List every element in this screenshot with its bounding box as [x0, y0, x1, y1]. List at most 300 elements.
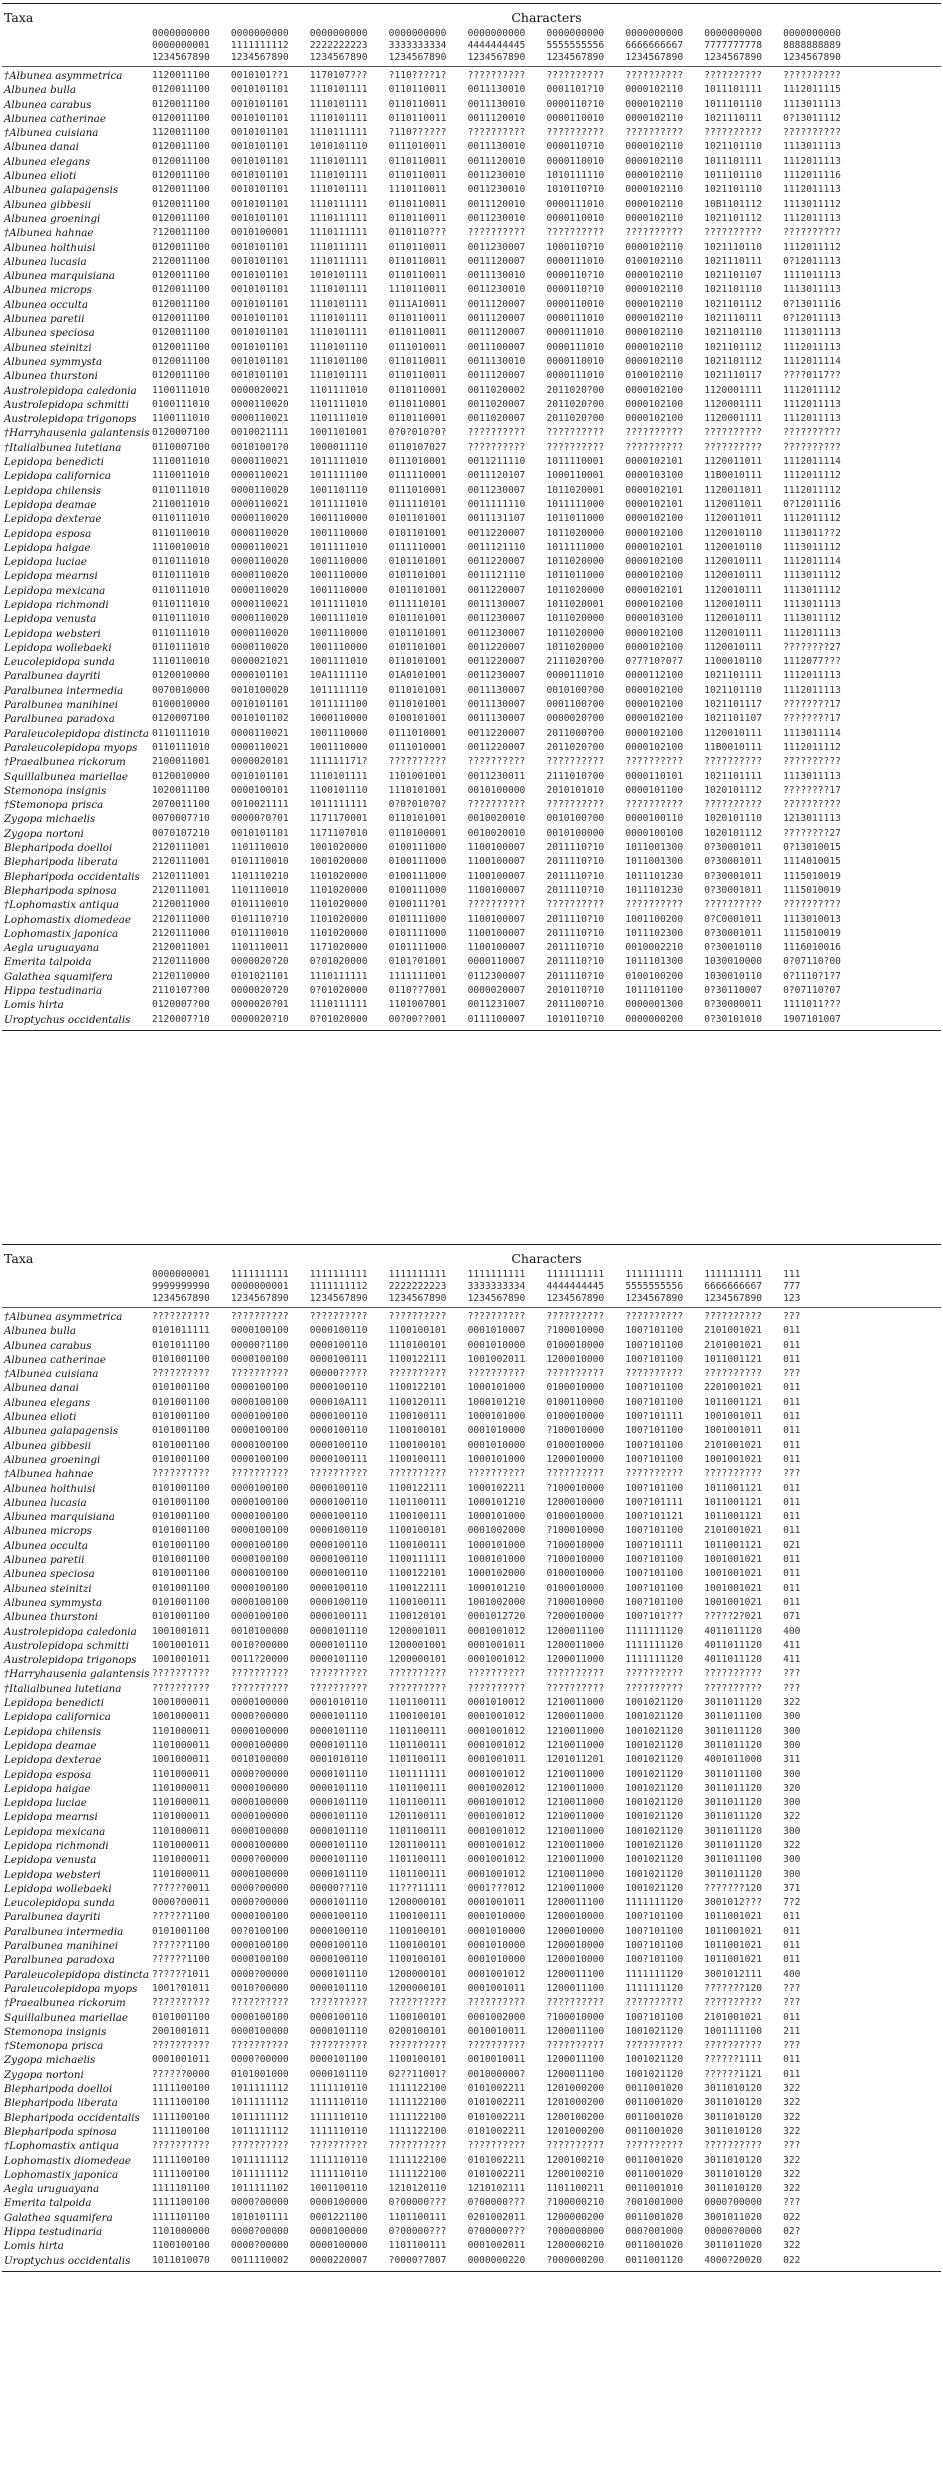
- character-state-block: 1200010000: [546, 1954, 605, 1966]
- table-row: [2, 569, 941, 583]
- character-states: [152, 1982, 862, 1996]
- characters-column-header: Characters: [511, 1251, 582, 1266]
- character-state-block: 11???11111: [388, 1882, 447, 1894]
- character-state-block: 0001001012: [467, 1839, 526, 1851]
- character-states: [152, 1596, 862, 1610]
- character-state-block: 2011110?10: [546, 842, 605, 854]
- character-state-block: 2111010?00: [546, 770, 605, 782]
- character-state-block: 1110101111: [309, 284, 368, 296]
- character-state-block: 1110101001: [388, 784, 447, 796]
- character-state-block: 1200010000: [546, 1453, 605, 1465]
- taxon-name: Albunea steinitzi: [4, 1582, 92, 1595]
- character-state-block: 1120011011: [704, 513, 762, 525]
- character-state-block: 1200011000: [546, 1654, 605, 1666]
- character-states: [152, 1553, 862, 1567]
- character-state-block: ??????????: [546, 756, 605, 768]
- character-states: [152, 812, 862, 826]
- character-state-block: 0101110010: [230, 927, 289, 939]
- character-state-block: 0?12011113: [783, 313, 841, 325]
- character-state-block: 0111010011: [388, 141, 447, 153]
- character-number-block: 1234567890: [467, 52, 526, 63]
- taxon-name: Lophomastix japonica: [4, 927, 119, 940]
- character-state-block: 1201000200: [546, 2125, 605, 2137]
- character-state-block: 0000102110: [625, 184, 684, 196]
- table-row: [2, 2196, 941, 2210]
- character-state-block: 1001002011: [467, 1353, 526, 1365]
- character-state-block: 0000110010: [546, 155, 605, 167]
- character-state-block: 0010020010: [467, 827, 526, 839]
- character-state-block: 1100122101: [388, 1382, 447, 1394]
- character-state-block: 1001110000: [309, 741, 368, 753]
- taxon-name: Austrolepidopa trigonops: [4, 1654, 137, 1667]
- character-state-block: 1011111010: [309, 598, 368, 610]
- character-state-block: 1100100101: [388, 2011, 447, 2023]
- table-row: [2, 541, 941, 555]
- character-state-block: 1113011113: [783, 327, 841, 339]
- taxon-name: †Harryhausenia galantensis: [4, 1668, 150, 1681]
- character-state-block: 1112011114: [783, 355, 841, 367]
- character-state-block: 0000100100: [230, 1582, 289, 1594]
- character-state-block: 011: [783, 1525, 801, 1537]
- character-states: [152, 1582, 862, 1596]
- taxon-name: Paralbunea manihinei: [4, 1940, 119, 1953]
- character-state-block: 411: [783, 1639, 801, 1651]
- character-state-block: ??????????: [783, 127, 841, 139]
- character-state-block: 1120011011: [704, 456, 762, 468]
- character-states: [152, 1539, 862, 1553]
- character-states: [152, 169, 862, 183]
- table-row: [2, 598, 941, 612]
- character-state-block: ??????????: [230, 1368, 289, 1380]
- character-state-block: 0101001100: [152, 1925, 210, 1937]
- table-row: [2, 1853, 941, 1867]
- character-state-block: 1120010111: [704, 641, 762, 653]
- character-state-block: 2120111000: [152, 927, 210, 939]
- character-state-block: 0100111?01: [388, 899, 447, 911]
- character-state-block: 10B1101112: [704, 198, 762, 210]
- character-number-block: 1234567890: [152, 1293, 210, 1304]
- character-state-block: 0000101100: [625, 784, 684, 796]
- character-state-block: 2011020?00: [546, 384, 605, 396]
- table-row: [2, 1710, 941, 1724]
- character-states: [152, 2082, 862, 2096]
- table-row: [2, 1524, 941, 1538]
- table-row: [2, 169, 941, 183]
- character-state-block: 0011230007: [467, 241, 526, 253]
- character-state-block: 2011110?10: [546, 942, 605, 954]
- character-state-block: ??????????: [152, 2140, 210, 2152]
- table-row: [2, 1725, 941, 1739]
- character-state-block: 0011120007: [467, 313, 526, 325]
- taxon-name: †Albunea asymmetrica: [4, 1311, 123, 1323]
- character-state-block: 0?30001011: [704, 842, 762, 854]
- character-state-block: 1101100111: [388, 1854, 447, 1866]
- character-state-block: 0000110?10: [546, 141, 605, 153]
- character-state-block: 0120011100: [152, 370, 210, 382]
- character-state-block: 322: [783, 2083, 801, 2095]
- character-states: [152, 255, 862, 269]
- character-states: [152, 1896, 862, 1910]
- table-row: [2, 1839, 941, 1853]
- character-state-block: 1021101110: [704, 284, 762, 296]
- character-state-block: 1100100007: [467, 856, 526, 868]
- character-state-block: 1010111110: [546, 170, 605, 182]
- character-state-block: 0010002210: [625, 942, 684, 954]
- character-state-block: 011: [783, 1382, 801, 1394]
- character-state-block: ??????????: [704, 1468, 762, 1480]
- character-states: [152, 1424, 862, 1438]
- character-state-block: 1001110000: [309, 627, 368, 639]
- character-state-block: 0?13011112: [783, 112, 841, 124]
- character-state-block: 1111122100: [388, 2111, 447, 2123]
- character-state-block: 1113011113: [783, 598, 841, 610]
- character-state-block: 1001021120: [625, 2025, 684, 2037]
- character-state-block: 100?101100: [625, 2011, 684, 2023]
- character-state-block: 1101110210: [230, 870, 289, 882]
- taxon-name: Blepharipoda doelloi: [4, 842, 113, 855]
- character-state-block: 0101111000: [388, 913, 447, 925]
- character-state-block: 0110111010: [152, 627, 210, 639]
- character-state-block: 1100100007: [467, 942, 526, 954]
- character-states: [152, 2239, 862, 2253]
- character-states: [152, 226, 862, 240]
- character-state-block: 0110110011: [388, 98, 447, 110]
- character-state-block: ??????????: [783, 441, 841, 453]
- character-state-block: 0000102110: [625, 341, 684, 353]
- character-state-block: 0120011100: [152, 98, 210, 110]
- character-number-row: [152, 40, 862, 52]
- character-state-block: 1101111010: [309, 413, 368, 425]
- character-state-block: 1120010111: [704, 613, 762, 625]
- table-row: [2, 812, 941, 826]
- character-state-block: 1120010111: [704, 598, 762, 610]
- character-state-block: 0010100?00: [546, 684, 605, 696]
- character-state-block: 1000011110: [309, 441, 368, 453]
- character-state-block: 011: [783, 1396, 801, 1408]
- character-state-block: ??????????: [546, 127, 605, 139]
- character-state-block: 1000101000: [467, 1453, 526, 1465]
- character-state-block: 1101020000: [309, 913, 368, 925]
- character-state-block: 3011010120: [704, 2111, 762, 2123]
- character-state-block: ??????????: [625, 70, 684, 81]
- character-state-block: 0101110010: [230, 899, 289, 911]
- character-states: [152, 1853, 862, 1867]
- character-state-block: 1101001001: [388, 770, 447, 782]
- character-state-block: ?100010000: [546, 1539, 605, 1551]
- character-state-block: 0110100001: [388, 827, 447, 839]
- character-state-block: 3011011120: [704, 1739, 762, 1751]
- character-state-block: 011: [783, 1554, 801, 1566]
- character-state-block: 1001021120: [625, 1768, 684, 1780]
- character-state-block: 0101101001: [388, 584, 447, 596]
- table-row: [2, 1982, 941, 1996]
- character-state-block: ?000000200: [546, 2254, 605, 2266]
- taxon-name: †Albunea cuisiana: [4, 1368, 99, 1381]
- character-state-block: 1101100111: [388, 1725, 447, 1737]
- character-state-block: 1110111111: [309, 970, 368, 982]
- character-number-block: 1234567890: [467, 1293, 526, 1304]
- table-row: [2, 2254, 941, 2268]
- table-row: [2, 827, 941, 841]
- character-state-block: 1011001300: [625, 856, 684, 868]
- character-state-block: 1100122101: [388, 1568, 447, 1580]
- character-state-block: 1001021120: [625, 1797, 684, 1809]
- character-state-block: 1100122111: [388, 1482, 447, 1494]
- character-state-block: 0011100007: [467, 341, 526, 353]
- character-state-block: 0101001100: [152, 1425, 210, 1437]
- table-row: [2, 140, 941, 154]
- character-state-block: 1001110000: [309, 570, 368, 582]
- character-state-block: 0000110?10: [546, 98, 605, 110]
- character-state-block: 0100010000: [546, 1382, 605, 1394]
- taxon-name: Paraleucolepidopa myops: [4, 741, 138, 754]
- character-state-block: 0000101110: [309, 1625, 368, 1637]
- character-state-block: 0000100100: [230, 1482, 289, 1494]
- table-row: [2, 612, 941, 626]
- taxon-name: Lepidopa haigae: [4, 1782, 91, 1795]
- character-state-block: 2011110?10: [546, 970, 605, 982]
- character-state-block: 0120007100: [152, 713, 210, 725]
- character-state-block: ??????????: [625, 441, 684, 453]
- character-state-block: 0120011100: [152, 270, 210, 282]
- character-state-block: 0111010011: [388, 341, 447, 353]
- character-state-block: 300: [783, 1711, 801, 1723]
- table-row: [2, 855, 941, 869]
- taxon-name: Lomis hirta: [4, 2240, 64, 2253]
- character-state-block: 0010021111: [230, 799, 289, 811]
- character-state-block: 1010101111: [309, 270, 368, 282]
- character-state-block: ??????1100: [152, 1954, 210, 1966]
- table-row: [2, 1939, 941, 1953]
- character-state-block: 1210102111: [467, 2183, 526, 2195]
- character-state-block: 011: [783, 1439, 801, 1451]
- character-state-block: 0000102101: [625, 584, 684, 596]
- character-state-block: 0000?00000: [230, 1768, 289, 1780]
- character-state-block: ??????????: [704, 70, 762, 81]
- character-states: [152, 1868, 862, 1882]
- table-row: [2, 669, 941, 683]
- character-state-block: 0000100100: [230, 1382, 289, 1394]
- character-state-block: 0000102100: [625, 713, 684, 725]
- table-row: [2, 641, 941, 655]
- character-state-block: 0101110010: [230, 856, 289, 868]
- character-state-block: 0010101101: [230, 770, 289, 782]
- character-state-block: 0000100110: [309, 1911, 368, 1923]
- taxon-name: †Stemonopa prisca: [4, 799, 104, 812]
- character-state-block: 1011111010: [309, 541, 368, 553]
- character-state-block: 1112011113: [783, 670, 841, 682]
- character-state-block: 0000100110: [309, 1582, 368, 1594]
- table-row: [2, 1768, 941, 1782]
- character-state-block: 0101101001: [388, 556, 447, 568]
- character-state-block: 0000100100: [230, 1568, 289, 1580]
- character-state-block: 1100100111: [388, 1596, 447, 1608]
- table-row: [2, 1825, 941, 1839]
- character-state-block: 0000102100: [625, 556, 684, 568]
- taxon-name: Squillalbunea mariellae: [4, 770, 128, 783]
- character-state-block: 2011020?00: [546, 413, 605, 425]
- character-state-block: 0000?00000: [230, 2197, 289, 2209]
- character-state-block: 100?101100: [625, 1568, 684, 1580]
- character-state-block: 1011111110: [309, 684, 368, 696]
- character-state-block: 0000101110: [309, 1654, 368, 1666]
- character-states: [152, 1753, 862, 1767]
- character-state-block: 1200100210: [546, 2154, 605, 2166]
- character-state-block: 1110011010: [152, 470, 210, 482]
- taxon-name: Lepidopa californica: [4, 470, 111, 483]
- character-state-block: 1100120111: [388, 1396, 447, 1408]
- character-states: [152, 412, 862, 426]
- character-state-block: 1101020000: [309, 899, 368, 911]
- character-state-block: 1021101110: [704, 141, 762, 153]
- character-state-block: 1120011011: [704, 484, 762, 496]
- character-state-block: 0101111000: [388, 942, 447, 954]
- taxon-name: Leucolepidopa sunda: [4, 1897, 115, 1910]
- character-state-block: 322: [783, 2240, 801, 2252]
- table-row: [2, 1467, 941, 1481]
- taxon-name: Albunea lucasia: [4, 1496, 87, 1509]
- character-state-block: 1101100111: [388, 1697, 447, 1709]
- table-row: [2, 627, 941, 641]
- character-state-block: 0101001100: [152, 1382, 210, 1394]
- character-states: [152, 1996, 862, 2010]
- character-state-block: 1111100100: [152, 2111, 210, 2123]
- character-state-block: 0000111010: [546, 313, 605, 325]
- character-state-block: 0?0?010?0?: [388, 799, 447, 811]
- character-state-block: 1120001111: [704, 398, 762, 410]
- character-state-block: 1111111120: [625, 1639, 684, 1651]
- character-number-block: 0000000000: [625, 28, 684, 39]
- character-number-block: 0000000000: [230, 28, 289, 39]
- table-row: [2, 2039, 941, 2053]
- character-state-block: 1114010015: [783, 856, 841, 868]
- character-state-block: 1001000011: [152, 1754, 210, 1766]
- character-state-block: 1100100101: [388, 1525, 447, 1537]
- character-state-block: 0011220007: [467, 584, 526, 596]
- character-state-block: 1011001021: [704, 1925, 762, 1937]
- character-state-block: 0110110011: [388, 212, 447, 224]
- character-state-block: 100?101121: [625, 1511, 684, 1523]
- character-state-block: ??????????: [704, 1682, 762, 1694]
- character-state-block: 1111110110: [309, 2125, 368, 2137]
- character-state-block: 1210011000: [546, 1739, 605, 1751]
- character-states: [152, 326, 862, 340]
- character-state-block: 0000100110: [309, 1382, 368, 1394]
- character-state-block: 0000100000: [230, 2025, 289, 2037]
- character-state-block: 0110111010: [152, 741, 210, 753]
- character-states: [152, 913, 862, 927]
- character-state-block: 1001021120: [625, 2068, 684, 2080]
- character-state-block: ??????????: [546, 2140, 605, 2152]
- character-state-block: 0001???012: [467, 1882, 526, 1894]
- character-state-block: 7?2: [783, 1897, 801, 1909]
- character-state-block: 3011011120: [704, 1868, 762, 1880]
- character-state-block: ??????????: [388, 1468, 447, 1480]
- character-state-block: 0100010000: [546, 1511, 605, 1523]
- table-row: [2, 2139, 941, 2153]
- character-state-block: ??????????: [388, 756, 447, 768]
- character-state-block: 1011001021: [704, 1940, 762, 1952]
- character-state-block: 3011010120: [704, 2154, 762, 2166]
- character-states: [152, 612, 862, 626]
- character-states: [152, 598, 862, 612]
- character-state-block: 0011230010: [467, 184, 526, 196]
- character-state-block: ??????????: [625, 799, 684, 811]
- character-state-block: 00000?????: [309, 1368, 368, 1380]
- character-state-block: ??????0000: [152, 2068, 210, 2080]
- character-state-block: ?110??????: [388, 127, 447, 139]
- character-states: [152, 555, 862, 569]
- character-state-block: 0070107210: [152, 827, 210, 839]
- table-row: [2, 584, 941, 598]
- character-state-block: 100?101100: [625, 1525, 684, 1537]
- character-state-block: 0110101001: [388, 699, 447, 711]
- character-states: [152, 512, 862, 526]
- character-state-block: 4011011120: [704, 1654, 762, 1666]
- table-row: [2, 1482, 941, 1496]
- character-state-block: 0101101001: [388, 513, 447, 525]
- character-state-block: 4011011120: [704, 1639, 762, 1651]
- character-state-block: 1110101111: [309, 370, 368, 382]
- character-state-block: 1021101117: [704, 699, 762, 711]
- character-state-block: 3001012???: [704, 1897, 762, 1909]
- character-state-block: 0000102100: [625, 741, 684, 753]
- character-state-block: ??????????: [704, 2040, 762, 2052]
- character-state-block: 1112011112: [783, 241, 841, 253]
- character-state-block: 0101101001: [388, 570, 447, 582]
- character-state-block: 100?101100: [625, 1554, 684, 1566]
- character-state-block: 0111110001: [388, 470, 447, 482]
- character-state-block: 0000101110: [309, 1868, 368, 1880]
- character-state-block: 1201000200: [546, 2083, 605, 2095]
- character-state-block: 0110110011: [388, 270, 447, 282]
- table-row: [2, 226, 941, 240]
- character-state-block: 0?12011113: [783, 255, 841, 267]
- taxon-name: Albunea galapagensis: [4, 184, 119, 197]
- character-state-block: ??????????: [309, 1311, 368, 1322]
- character-states: [152, 1567, 862, 1581]
- character-state-block: 1011110001: [546, 456, 605, 468]
- character-state-block: 0110110011: [388, 84, 447, 96]
- character-state-block: 2101001021: [704, 1525, 762, 1537]
- character-number-block: 1111111112: [309, 1281, 368, 1292]
- character-state-block: 0000100110: [309, 1496, 368, 1508]
- character-state-block: 1101000011: [152, 1797, 210, 1809]
- character-state-block: 0001001011: [467, 1639, 526, 1651]
- taxon-name: Stemonopa insignis: [4, 784, 107, 797]
- character-state-block: 1110101111: [309, 84, 368, 96]
- character-state-block: 1011111010: [309, 498, 368, 510]
- character-states: [152, 941, 862, 955]
- table-row: [2, 1968, 941, 1982]
- character-state-block: 1000101000: [467, 1411, 526, 1423]
- character-state-block: 1120010110: [704, 541, 762, 553]
- character-state-block: 0011230007: [467, 670, 526, 682]
- character-state-block: 4000?20020: [704, 2254, 762, 2266]
- character-state-block: 2120011001: [152, 942, 210, 954]
- character-state-block: 011: [783, 1453, 801, 1465]
- character-state-block: 0101011111: [152, 1325, 210, 1337]
- character-state-block: 0010101101: [230, 255, 289, 267]
- character-state-block: 1200010000: [546, 1911, 605, 1923]
- character-state-block: 0010101101: [230, 298, 289, 310]
- character-states: [152, 1810, 862, 1824]
- taxon-name: Galathea squamifera: [4, 970, 113, 983]
- character-state-block: 3011010120: [704, 2083, 762, 2095]
- character-state-block: 000010A111: [309, 1396, 368, 1408]
- character-state-block: 1011111112: [230, 2111, 289, 2123]
- taxon-name: Albunea holthuisi: [4, 241, 96, 254]
